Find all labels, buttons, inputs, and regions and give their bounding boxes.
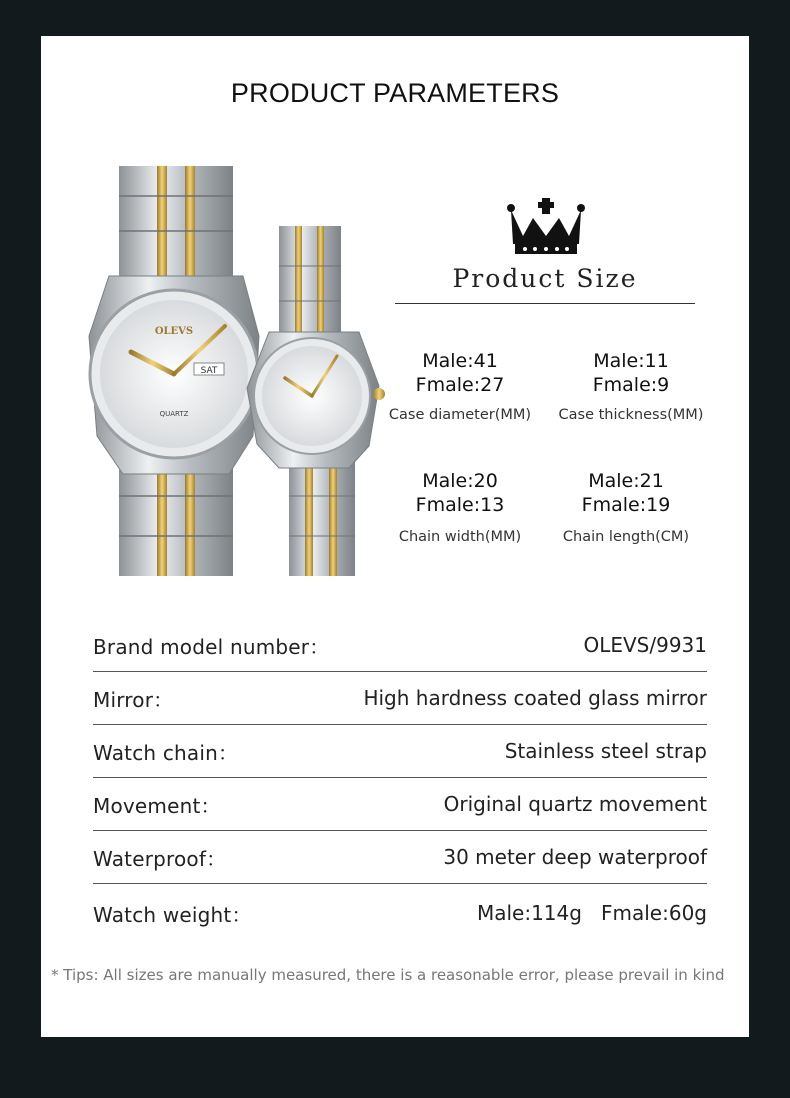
spec-caption: Chain width(MM) [398, 529, 522, 545]
param-row-chain [93, 725, 707, 778]
param-label: Watch weight： [93, 902, 252, 927]
product-parameters-panel [41, 36, 749, 1037]
spec-case-diameter [385, 349, 535, 423]
spec-male-value: Male:41 [422, 350, 498, 372]
param-label: Mirror： [93, 687, 174, 712]
param-label: Waterproof： [93, 846, 227, 871]
param-row-waterproof [93, 831, 707, 884]
param-row-movement [93, 778, 707, 831]
parameter-table [93, 619, 707, 942]
product-size-heading: Product Size [452, 264, 638, 293]
spec-female-value: Fmale:27 [415, 374, 505, 396]
spec-female-value: Fmale:19 [581, 494, 671, 516]
tips-note: * Tips: All sizes are manually measured, there is a reasonable error, please prevail in kind [51, 966, 725, 984]
spec-case-thickness [551, 349, 711, 423]
dial-brand: OLEVS [154, 326, 194, 337]
param-value: Male:114g Fmale:60g [476, 901, 707, 925]
spec-male-value: Male:21 [588, 470, 664, 492]
dial-day: SAT [200, 366, 218, 376]
param-label: Watch chain： [93, 740, 239, 765]
param-value: Stainless steel strap [504, 739, 707, 763]
param-row-weight [93, 884, 707, 942]
param-value: 30 meter deep waterproof [443, 845, 707, 869]
watch-pair-image [49, 156, 389, 586]
divider [395, 303, 695, 304]
crown-icon [505, 196, 587, 256]
page-title: PRODUCT PARAMETERS [230, 78, 560, 108]
param-value: Original quartz movement [443, 792, 707, 816]
param-value: High hardness coated glass mirror [363, 686, 707, 710]
param-value: OLEVS/9931 [583, 633, 707, 657]
male-bracelet-top [119, 166, 233, 276]
spec-female-value: Fmale:9 [592, 374, 670, 396]
spec-caption: Case thickness(MM) [558, 407, 704, 423]
spec-male-value: Male:11 [593, 350, 669, 372]
param-label: Movement： [93, 793, 221, 818]
param-row-mirror [93, 672, 707, 725]
param-row-brand [93, 619, 707, 672]
spec-male-value: Male:20 [422, 470, 498, 492]
param-label: Brand model number： [93, 634, 330, 659]
spec-female-value: Fmale:13 [415, 494, 505, 516]
spec-caption: Case diameter(MM) [388, 407, 532, 423]
spec-caption: Chain length(CM) [562, 529, 690, 545]
dial-quartz: QUARTZ [159, 410, 189, 418]
spec-chain-length [551, 469, 701, 545]
spec-chain-width [385, 469, 535, 545]
